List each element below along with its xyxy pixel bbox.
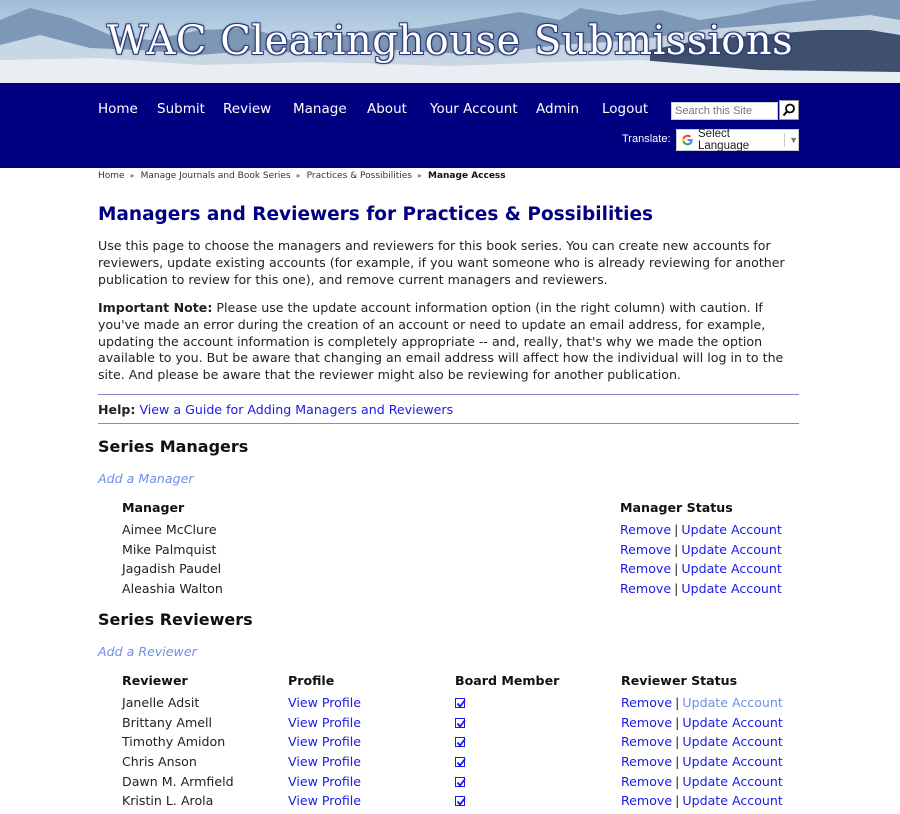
update-account-link[interactable]: Update Account — [681, 561, 782, 576]
checked-box-icon — [455, 777, 465, 787]
update-account-link[interactable]: Update Account — [682, 734, 783, 749]
note-label: Important Note: — [98, 300, 213, 315]
remove-link[interactable]: Remove — [621, 734, 673, 749]
nav-admin[interactable]: Admin — [536, 101, 580, 117]
checked-box-icon — [455, 698, 465, 708]
page-title: Managers and Reviewers for Practices & Possibilities — [98, 204, 654, 225]
separator: | — [675, 715, 680, 730]
manager-name: Jagadish Paudel — [122, 561, 222, 576]
reviewer-name: Dawn M. Armfield — [122, 774, 234, 789]
separator: | — [674, 522, 679, 537]
language-select-value: Select Language — [698, 128, 750, 152]
site-title: WAC Clearinghouse Submissions — [106, 18, 794, 64]
update-account-link[interactable]: Update Account — [682, 695, 783, 710]
reviewer-actions — [621, 793, 783, 808]
breadcrumb-home[interactable]: Home — [98, 171, 125, 181]
reviewer-name: Chris Anson — [122, 754, 197, 769]
manager-name: Aleashia Walton — [122, 581, 223, 596]
manager-actions — [620, 542, 782, 557]
search-input[interactable] — [671, 102, 778, 120]
view-profile-link[interactable]: View Profile — [288, 695, 362, 710]
checked-box-icon — [455, 737, 465, 747]
nav-home[interactable]: Home — [98, 101, 138, 117]
nav-logout[interactable]: Logout — [602, 101, 649, 117]
remove-link[interactable]: Remove — [620, 581, 672, 596]
separator: | — [675, 734, 680, 749]
help-guide-link[interactable]: View a Guide for Adding Managers and Reviewers — [139, 402, 454, 417]
remove-link[interactable]: Remove — [620, 542, 672, 557]
column-header-board-member: Board Member — [455, 673, 560, 688]
update-account-link[interactable]: Update Account — [682, 774, 783, 789]
remove-link[interactable]: Remove — [620, 561, 672, 576]
manager-name: Mike Palmquist — [122, 542, 217, 557]
update-account-link[interactable]: Update Account — [682, 793, 783, 808]
manager-actions — [620, 581, 782, 596]
board-member-checkbox — [455, 793, 465, 808]
search-button[interactable] — [779, 100, 799, 120]
dropdown-arrow-icon: ▼ — [789, 135, 798, 145]
nav-about[interactable]: About — [367, 101, 407, 117]
reviewer-name: Timothy Amidon — [122, 734, 226, 749]
board-member-checkbox — [455, 695, 465, 710]
language-select[interactable] — [676, 129, 799, 151]
update-account-link[interactable]: Update Account — [682, 754, 783, 769]
reviewer-actions — [621, 754, 783, 769]
separator: | — [675, 774, 680, 789]
separator: | — [675, 793, 680, 808]
update-account-link[interactable]: Update Account — [681, 542, 782, 557]
google-icon — [681, 133, 694, 147]
checked-box-icon — [455, 796, 465, 806]
view-profile-link[interactable]: View Profile — [288, 715, 362, 730]
help-bar — [98, 394, 799, 424]
reviewer-actions — [621, 774, 783, 789]
select-divider — [784, 133, 785, 147]
update-account-link[interactable]: Update Account — [681, 522, 782, 537]
breadcrumb — [98, 171, 506, 181]
view-profile-link[interactable]: View Profile — [288, 734, 362, 749]
update-account-link[interactable]: Update Account — [682, 715, 783, 730]
column-header-reviewer: Reviewer — [122, 673, 188, 688]
remove-link[interactable]: Remove — [621, 754, 673, 769]
board-member-checkbox — [455, 774, 465, 789]
translate-label: Translate: — [622, 133, 671, 145]
reviewer-name: Kristin L. Arola — [122, 793, 214, 808]
important-note — [98, 300, 800, 384]
remove-link[interactable]: Remove — [621, 695, 673, 710]
remove-link[interactable]: Remove — [621, 715, 673, 730]
series-managers-heading: Series Managers — [98, 437, 249, 456]
separator: | — [674, 542, 679, 557]
checked-box-icon — [455, 718, 465, 728]
nav-submit[interactable]: Submit — [157, 101, 205, 117]
separator: | — [674, 581, 679, 596]
add-manager-link[interactable]: Add a Manager — [98, 471, 194, 486]
view-profile-link[interactable]: View Profile — [288, 774, 362, 789]
board-member-checkbox — [455, 754, 465, 769]
view-profile-link[interactable]: View Profile — [288, 754, 362, 769]
breadcrumb-separator-icon: ▸ — [130, 171, 135, 180]
reviewer-name: Janelle Adsit — [122, 695, 200, 710]
remove-link[interactable]: Remove — [621, 774, 673, 789]
help-label: Help: — [98, 402, 136, 417]
separator: | — [675, 695, 680, 710]
column-header-reviewer-status: Reviewer Status — [621, 673, 738, 688]
remove-link[interactable]: Remove — [620, 522, 672, 537]
breadcrumb-practices-possibilities[interactable]: Practices & Possibilities — [306, 171, 412, 181]
search-icon — [782, 103, 796, 117]
main-nav — [0, 83, 900, 168]
manager-actions — [620, 561, 782, 576]
reviewer-name: Brittany Amell — [122, 715, 212, 730]
reviewer-actions — [621, 695, 783, 710]
series-reviewers-heading: Series Reviewers — [98, 610, 253, 629]
separator: | — [674, 561, 679, 576]
manager-actions — [620, 522, 782, 537]
breadcrumb-manage-journals[interactable]: Manage Journals and Book Series — [140, 171, 291, 181]
separator: | — [675, 754, 680, 769]
breadcrumb-separator-icon: ▸ — [417, 171, 422, 180]
site-banner — [0, 0, 900, 83]
nav-your-account[interactable]: Your Account — [430, 101, 518, 117]
board-member-checkbox — [455, 734, 465, 749]
view-profile-link[interactable]: View Profile — [288, 793, 362, 808]
update-account-link[interactable]: Update Account — [681, 581, 782, 596]
nav-review[interactable]: Review — [223, 101, 272, 117]
reviewer-actions — [621, 734, 783, 749]
nav-manage[interactable]: Manage — [293, 101, 347, 117]
checked-box-icon — [455, 757, 465, 767]
column-header-manager: Manager — [122, 500, 185, 515]
intro-paragraph: Use this page to choose the managers and reviewers for this book series. You can create new accounts for reviewers, update existing accounts (for example, if you want someone who is already reviewing for another publication to review for this one), and remove current managers and reviewers. — [98, 238, 785, 287]
breadcrumb-separator-icon: ▸ — [296, 171, 301, 180]
column-header-manager-status: Manager Status — [620, 500, 733, 515]
manager-name: Aimee McClure — [122, 522, 217, 537]
remove-link[interactable]: Remove — [621, 793, 673, 808]
column-header-profile: Profile — [288, 673, 335, 688]
breadcrumb-current: Manage Access — [428, 171, 506, 181]
note-text: Please use the update account information option (in the right column) with caution. If you've made an error during the creation of an account or need to update an email address, for example, updating the account information is completely appropriate -- and, really, that's why we made the option available to you. But be aware that changing an email address will affect how the individual will log in to the site. And please be aware that the reviewer might also be reviewing for another publication. — [98, 300, 784, 383]
board-member-checkbox — [455, 715, 465, 730]
reviewer-actions — [621, 715, 783, 730]
add-reviewer-link[interactable]: Add a Reviewer — [98, 644, 197, 659]
